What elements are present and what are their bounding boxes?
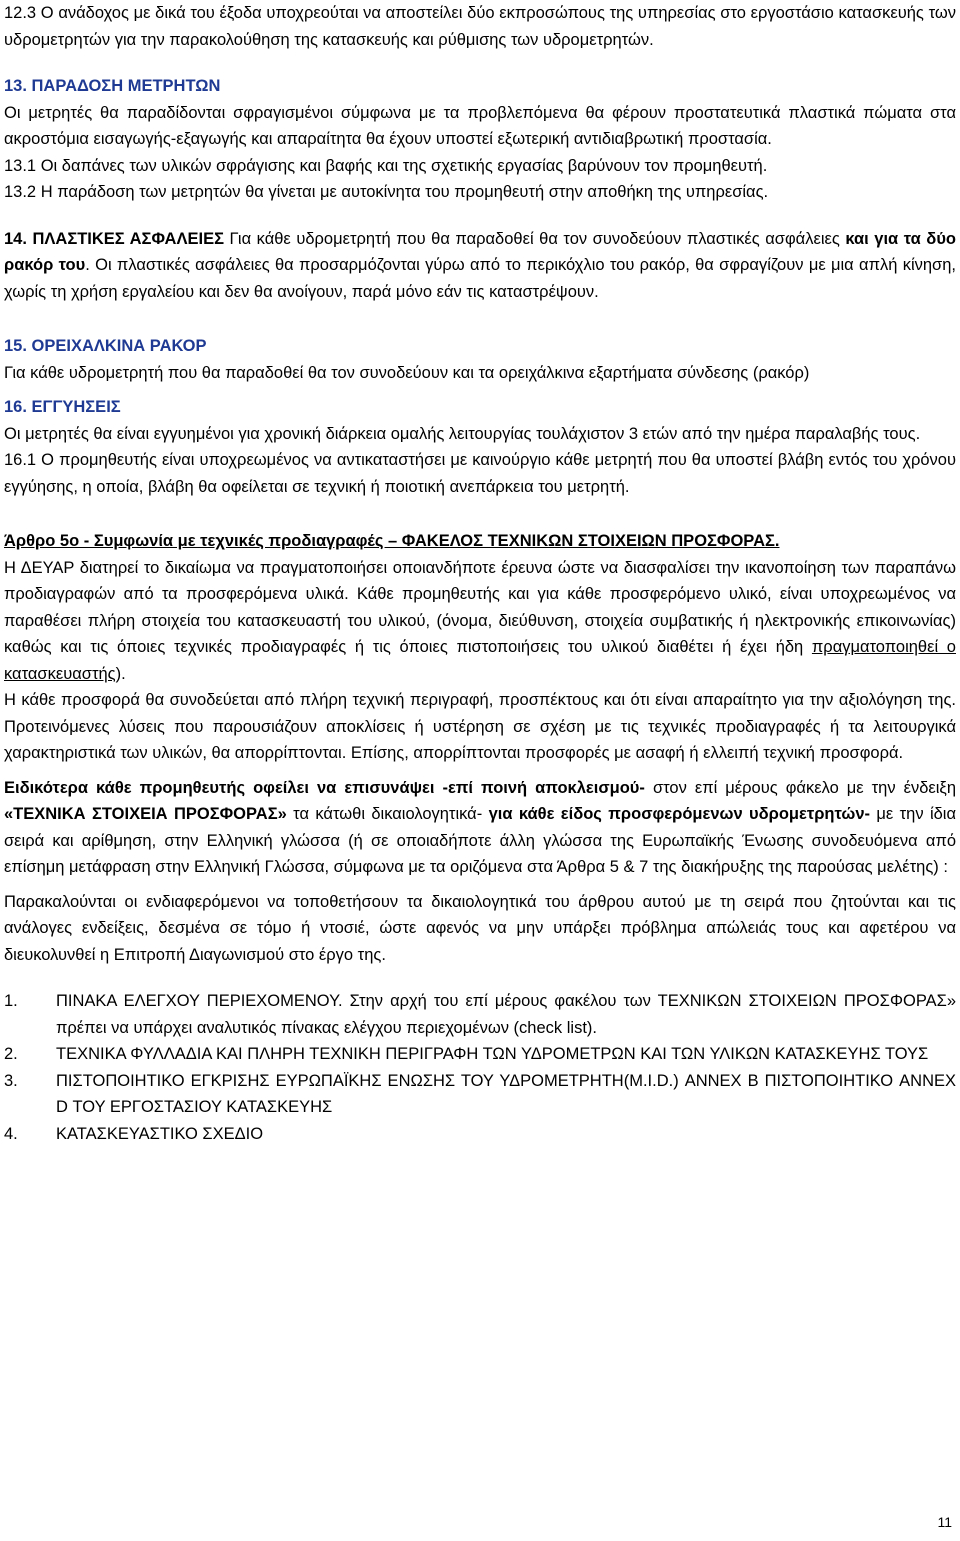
article-5-para-4: Παρακαλούνται οι ενδιαφερόμενοι να τοποθετήσουν τα δικαιολογητικά του άρθρου αυτού με τη σειρά που ζητούνται και τις ανάλογες ενδείξεις, δεσμένα σε τόμο ή ντοσιέ, ώστε αφενός να μην υπάρξει πρόβλημα απώλειάς τους και αφετέρου να διευκολυνθεί η Επιτροπή Διαγωνισμού στο έργο της. <box>4 892 956 964</box>
section-13-body: Οι μετρητές θα παραδίδονται σφραγισμένοι σύμφωνα με τα προβλεπόμενα θα φέρουν προστατευτικά πλαστικά πώματα στα ακροστόμια εισαγωγής-εξαγωγής και απαραίτητα θα έχουν υποστεί εξωτερική αντιδιαβρωτική προστασία. <box>4 103 956 148</box>
article-5-para-3-text-3: με την ίδια σειρά και αρίθμηση, στην Ελληνική γλώσσα (ή σε οποιαδήποτε άλλη γλώσσα της Ευρωπαϊκής Ένωσης συνοδευόμενα από επίσημη μετάφραση στην Ελληνική Γλώσσα, σύμφωνα με τα οριζόμενα στα Άρθρα 5 & 7 της διακήρυξης της παρούσας μελέτης) : <box>4 805 957 876</box>
article-5-para-2: Η κάθε προσφορά θα συνοδεύεται από πλήρη τεχνική περιγραφή, προσπέκτους και ότι είναι απαραίτητο για την αξιολόγηση της. Προτεινόμενες λύσεις που παρουσιάζουν αποκλίσεις ή υστέρηση σε σχέση με τις τεχνικές προδιαγραφές ή τα λειτουργικά χαρακτηριστικά των υλικών, θα απορρίπτονται. Επίσης, απορρίπτονται προσφορές με ασαφή ή ελλειπή τεχνική προσφορά. <box>4 691 956 762</box>
article-5-para-3 <box>4 775 956 881</box>
article-5-para-3-bold-3: για κάθε είδος προσφερόμενων υδρομετρητών- <box>488 805 870 823</box>
list-item <box>4 988 956 1041</box>
list-item-number: 4. <box>4 1124 18 1143</box>
documents-list <box>4 988 956 1147</box>
article-5-para-3-bold-1: Ειδικότερα κάθε προμηθευτής οφείλει να επισυνάψει -επί ποινή αποκλεισμού- <box>4 778 645 797</box>
section-14 <box>4 226 956 306</box>
paragraph-13-2: 13.2 Η παράδοση των μετρητών θα γίνεται με αυτοκίνητα του προμηθευτή στην αποθήκη της υπηρεσίας. <box>4 183 769 201</box>
article-5-title: Άρθρο 5ο - Συμφωνία με τεχνικές προδιαγραφές – ΦΑΚΕΛΟΣ ΤΕΧΝΙΚΩΝ ΣΤΟΙΧΕΙΩΝ ΠΡΟΣΦΟΡΑΣ. <box>4 532 780 550</box>
list-item <box>4 1068 956 1121</box>
article-5-para-3-text-1: στον επί μέρους φάκελο με την ένδειξη <box>644 778 956 797</box>
paragraph-13-1: 13.1 Οι δαπάνες των υλικών σφράγισης και βαφής και της σχετικής εργασίας βαρύνουν τον προμηθευτή. <box>4 156 768 175</box>
article-5-para-1-underlined: πραγματοποιηθεί ο κατασκευαστής <box>4 638 956 683</box>
list-item-text: ΠΙΝΑΚΑ ΕΛΕΓΧΟΥ ΠΕΡΙΕΧΟΜΕΝΟΥ. Στην αρχή του επί μέρους φακέλου των ΤΕΧΝΙΚΩΝ ΣΤΟΙΧΕΙΩΝ ΠΡΟΣΦΟΡΑΣ» πρέπει να υπάρχει αναλυτικός πίνακας ελέγχου περιεχομένων (check list). <box>56 992 956 1037</box>
paragraph-16-1: 16.1 Ο προμηθευτής είναι υποχρεωμένος να αντικαταστήσει με καινούργιο κάθε μετρητή που θα υποστεί βλάβη εντός του χρόνου εγγύησης, η οποία, βλάβη θα οφείλεται σε τεχνική ή ποιοτική ανεπάρκεια του μετρητή. <box>4 451 956 496</box>
list-item <box>4 1041 956 1068</box>
list-item <box>4 1121 956 1148</box>
article-5-para-1-end: ). <box>115 664 126 683</box>
article-5-para-3-text-2: τα κάτωθι δικαιολογητικά- <box>286 805 489 823</box>
section-13-heading: 13. ΠΑΡΑΔΟΣΗ ΜΕΤΡΗΤΩΝ <box>4 77 221 95</box>
section-14-bold: και για τα δύο ρακόρ του <box>4 229 956 274</box>
list-item-text: ΚΑΤΑΣΚΕΥΑΣΤΙΚΟ ΣΧΕΔΙΟ <box>56 1124 264 1143</box>
list-item-number: 1. <box>4 992 18 1010</box>
list-item-text: ΤΕΧΝΙΚΑ ΦΥΛΛΑΔΙΑ ΚΑΙ ΠΛΗΡΗ ΤΕΧΝΙΚΗ ΠΕΡΙΓΡΑΦΗ ΤΩΝ ΥΔΡΟΜΕΤΡΩΝ ΚΑΙ ΤΩΝ ΥΛΙΚΩΝ ΚΑΤΑΣΚΕΥΗΣ ΤΟΥΣ <box>56 1045 929 1063</box>
list-item-text: ΠΙΣΤΟΠΟΙΗΤΙΚΟ ΕΓΚΡΙΣΗΣ ΕΥΡΩΠΑΪΚΗΣ ΕΝΩΣΗΣ ΤΟΥ ΥΔΡΟΜΕΤΡΗΤΗ(Μ.Ι.D.) ANNEX B ΠΙΣΤΟΠΟΙΗΤΙΚΟ ANNEX D ΤΟΥ ΕΡΓΟΣΤΑΣΙΟΥ ΚΑΤΑΣΚΕΥΗΣ <box>56 1071 956 1116</box>
section-16-body: Οι μετρητές θα είναι εγγυημένοι για χρονική διάρκεια ομαλής λειτουργίας τουλάχιστον 3 ετών από την ημέρα παραλαβής τους. <box>4 424 921 443</box>
article-5-para-1-text: Η ΔΕΥΑΡ διατηρεί το δικαίωμα να πραγματοποιήσει οποιανδήποτε έρευνα ώστε να διασφαλίσει την ικανοποίηση των παραπάνω προδιαγραφών από τα προσφερόμενα υλικά. Κάθε προμηθευτής και για κάθε προσφερόμενο υλικό, είναι υποχρεωμένος να παραθέσει πλήρη στοιχεία του κατασκευαστή του υλικού, (όνομα, διεύθυνση, στοιχεία συμβατικής ή ηλεκτρονικής επικοινωνίας) καθώς και τις όποιες τεχνικές προδιαγραφές ή τις όποιες πιστοποιήσεις του υλικού διαθέτει ή έχει ήδη <box>4 558 956 656</box>
list-item-number: 3. <box>4 1071 18 1090</box>
page-number: 11 <box>937 1513 952 1530</box>
article-5-para-1 <box>4 555 956 688</box>
section-14-heading: 14. ΠΛΑΣΤΙΚΕΣ ΑΣΦΑΛΕΙΕΣ <box>4 229 224 248</box>
section-15-heading: 15. ΟΡΕΙΧΑΛΚΙΝΑ ΡΑΚΟΡ <box>4 337 207 355</box>
section-15-body: Για κάθε υδρομετρητή που θα παραδοθεί θα τον συνοδεύουν και τα ορειχάλκινα εξαρτήματα σύνδεσης (ρακόρ) <box>4 363 810 382</box>
section-16-heading: 16. ΕΓΓΥΗΣΕΙΣ <box>4 398 121 416</box>
list-item-number: 2. <box>4 1045 18 1063</box>
section-14-rest: . Οι πλαστικές ασφάλειες θα προσαρμόζονται γύρω από το περικόχλιο του ρακόρ, θα σφραγίζουν με μια απλή κίνηση, χωρίς τη χρήση εργαλείου και δεν θα ανοίγουν, παρά μόνο εάν τις καταστρέψουν. <box>4 256 956 301</box>
section-14-intro: Για κάθε υδρομετρητή που θα παραδοθεί θα τον συνοδεύουν πλαστικές ασφάλειες <box>223 229 846 248</box>
article-5-para-3-bold-2: «ΤΕΧΝΙΚΑ ΣΤΟΙΧΕΙΑ ΠΡΟΣΦΟΡΑΣ» <box>4 805 287 823</box>
paragraph-12-3: 12.3 Ο ανάδοχος με δικά του έξοδα υποχρεούται να αποστείλει δύο εκπροσώπους της υπηρεσίας στο εργοστάσιο κατασκευής των υδρομετρητών για την παρακολούθηση της κατασκευής και ρύθμισης των υδρομετρητών. <box>4 4 956 49</box>
